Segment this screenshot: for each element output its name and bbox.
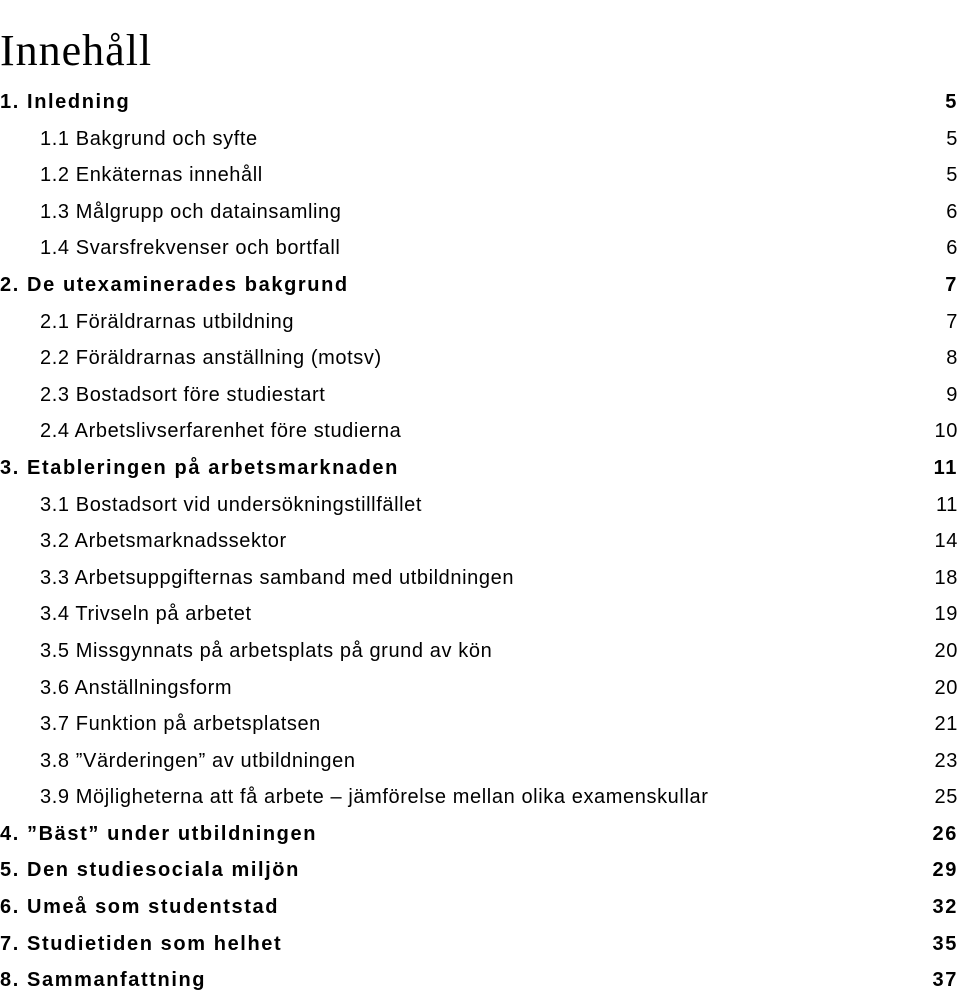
toc-section-entry (0, 304, 960, 341)
toc-entry-title: 1.2 Enkäternas innehåll (40, 164, 263, 187)
toc-page-number: 32 (932, 896, 958, 919)
toc-section-entry (0, 670, 960, 707)
toc-entry-title: 2.3 Bostadsort före studiestart (40, 383, 326, 406)
toc-entry-title: 3.1 Bostadsort vid undersökningstillfället (40, 493, 423, 516)
toc-section-entry (0, 633, 960, 670)
toc-page-number: 8 (946, 347, 958, 370)
toc-section-entry (0, 230, 960, 267)
toc-section-entry (0, 706, 960, 743)
toc-entry-title: 1.1 Bakgrund och syfte (40, 127, 258, 150)
toc-section-entry (0, 743, 960, 780)
toc-page-number: 20 (934, 639, 958, 662)
toc-section-entry (0, 377, 960, 414)
toc-page-number: 5 (946, 127, 958, 150)
toc-chapter-entry (0, 84, 960, 121)
toc-chapter-entry (0, 962, 960, 999)
toc-chapter-entry (0, 852, 960, 889)
toc-page-number: 11 (936, 493, 958, 516)
toc-page-number: 35 (932, 932, 958, 955)
toc-chapter-entry (0, 450, 960, 487)
toc-entry-title: 2.4 Arbetslivserfarenhet före studierna (40, 420, 402, 443)
toc-entry-title: 6. Umeå som studentstad (0, 896, 280, 919)
toc-section-entry (0, 560, 960, 597)
toc-section-entry (0, 340, 960, 377)
toc-section-entry (0, 121, 960, 158)
toc-entry-title: 1.3 Målgrupp och datainsamling (40, 200, 342, 223)
toc-page-number: 29 (932, 859, 958, 882)
toc-page-number: 25 (934, 786, 958, 809)
toc-page-number: 11 (933, 456, 958, 479)
toc-entry-title: 3.9 Möjligheterna att få arbete – jämförelse mellan olika examenskullar (40, 786, 709, 809)
toc-page-number: 5 (945, 91, 958, 113)
toc-section-entry (0, 487, 960, 524)
toc-page-number: 19 (934, 603, 958, 626)
toc-section-entry (0, 779, 960, 816)
toc-entry-title: 7. Studietiden som helhet (0, 932, 283, 955)
toc-page-number: 7 (946, 310, 958, 333)
toc-section-entry (0, 157, 960, 194)
toc-entry-title: 2. De utexaminerades bakgrund (0, 273, 349, 296)
toc-page-number: 37 (932, 969, 958, 992)
toc-entry-title: 3.5 Missgynnats på arbetsplats på grund av kön (40, 639, 493, 662)
toc-entry-title: 5. Den studiesociala miljön (0, 859, 300, 882)
toc-chapter-entry (0, 926, 960, 963)
toc-entry-title: 4. ”Bäst” under utbildningen (0, 822, 318, 845)
toc-section-entry (0, 194, 960, 231)
toc-page-number: 9 (946, 383, 958, 406)
toc-section-entry (0, 523, 960, 560)
toc-entry-title: 3.7 Funktion på arbetsplatsen (40, 713, 321, 736)
toc-page-number: 6 (946, 200, 958, 223)
toc-page-number: 20 (934, 676, 958, 699)
toc-page-number: 5 (946, 164, 958, 187)
toc-entry-title: 1. Inledning (0, 91, 131, 113)
toc-entry-title: 2.2 Föräldrarnas anställning (motsv) (40, 347, 382, 370)
toc-entry-title: 3. Etableringen på arbetsmarknaden (0, 456, 399, 479)
toc-entry-title: 1.4 Svarsfrekvenser och bortfall (40, 237, 341, 260)
page-title: Innehåll (0, 26, 153, 76)
toc-chapter-entry (0, 889, 960, 926)
toc-chapter-entry (0, 267, 960, 304)
toc-section-entry (0, 596, 960, 633)
toc-page-number: 10 (934, 420, 958, 443)
toc-section-entry (0, 413, 960, 450)
toc-entry-title: 2.1 Föräldrarnas utbildning (40, 310, 295, 333)
toc-page-number: 7 (945, 273, 958, 296)
toc-page-number: 26 (932, 822, 958, 845)
toc-entry-title: 3.6 Anställningsform (40, 676, 233, 699)
toc-page-number: 21 (934, 713, 958, 736)
toc-entry-title: 3.8 ”Värderingen” av utbildningen (40, 749, 356, 772)
toc-chapter-entry (0, 816, 960, 853)
table-of-contents (0, 84, 960, 999)
toc-page-number: 14 (934, 530, 958, 553)
toc-page-number: 18 (934, 566, 958, 589)
toc-entry-title: 3.3 Arbetsuppgifternas samband med utbildningen (40, 566, 515, 589)
toc-entry-title: 3.2 Arbetsmarknadssektor (40, 530, 287, 553)
toc-page-number: 6 (946, 237, 958, 260)
toc-page-number: 23 (934, 749, 958, 772)
toc-entry-title: 3.4 Trivseln på arbetet (40, 603, 252, 626)
toc-entry-title: 8. Sammanfattning (0, 969, 207, 992)
